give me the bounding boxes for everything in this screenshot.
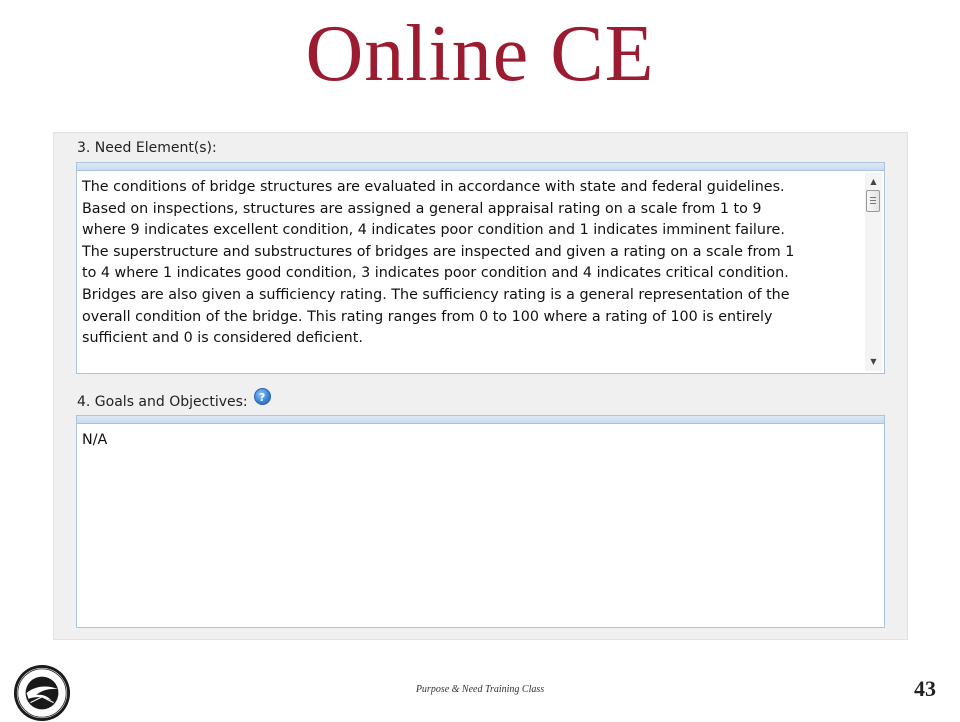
goals-objectives-textarea[interactable]	[76, 415, 885, 628]
slide-title: Online CE	[305, 10, 655, 98]
scroll-thumb[interactable]	[866, 190, 880, 212]
goals-objectives-label-row	[77, 393, 271, 410]
page-number: 43	[914, 676, 936, 701]
need-elements-text: The conditions of bridge structures are evaluated in accordance with state and federal guidelines. Based on inspections, structures are assigned a general appraisal rating on a scale from 1 to 9 where 9 indicates excellent condition, 4 indicates poor condition and 1 indicates imminent failure. The superstructure and substructures of bridges are inspected and given a rating on a scale from 1 to 4 where 1 indicates good condition, 3 indicates poor condition and 4 indicates critical condition. Bridges are also given a sufficiency rating. The sufficiency rating is a general representation of the overall condition of the bridge. This rating ranges from 0 to 100 where a rating of 100 is entirely sufficient and 0 is considered deficient.	[82, 179, 795, 347]
scroll-up-arrow-icon[interactable]: ▲	[870, 177, 877, 186]
scroll-down-arrow-icon[interactable]: ▼	[870, 357, 877, 366]
textarea-toolbar	[77, 416, 884, 424]
need-elements-textarea[interactable]	[76, 162, 885, 374]
vertical-scrollbar[interactable]	[865, 173, 882, 371]
form-screenshot	[53, 132, 908, 640]
help-icon[interactable]: ?	[254, 388, 271, 405]
textarea-toolbar	[77, 163, 884, 171]
need-elements-label: 3. Need Element(s):	[77, 140, 217, 156]
goals-objectives-label: 4. Goals and Objectives:	[77, 393, 248, 410]
footer-text: Purpose & Need Training Class	[415, 684, 545, 695]
goals-objectives-text: N/A	[82, 432, 108, 448]
